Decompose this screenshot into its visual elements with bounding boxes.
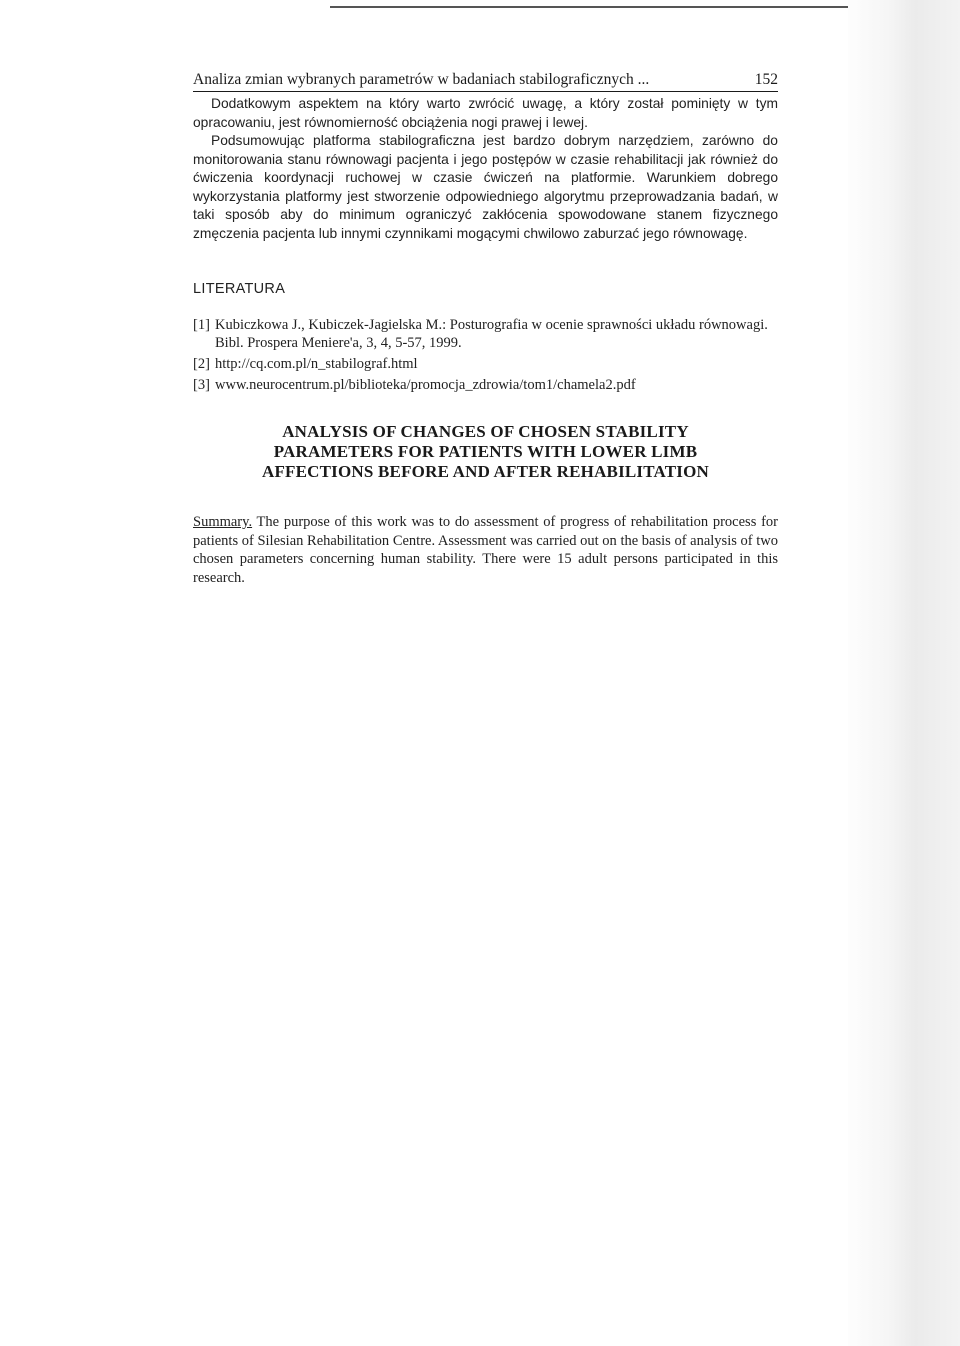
reference-item <box>193 376 778 394</box>
page-number: 152 <box>754 71 778 88</box>
reference-list <box>193 316 778 394</box>
document-page <box>193 70 778 602</box>
literature-heading: LITERATURA <box>193 281 286 297</box>
reference-item <box>193 355 778 373</box>
reference-number: [1] <box>193 317 210 333</box>
scan-top-edge-line <box>330 6 860 8</box>
scan-right-shadow <box>848 0 960 1346</box>
reference-number: [3] <box>193 377 210 393</box>
body-paragraph-1: Dodatkowym aspektem na który warto zwrócić uwagę, a który został pominięty w tym opracowaniu, jest równomierność obciążenia nogi prawej i lewej. <box>193 96 778 130</box>
english-summary <box>193 513 778 587</box>
english-title <box>193 422 778 482</box>
english-title-line-1: ANALYSIS OF CHANGES OF CHOSEN STABILITY <box>282 422 689 441</box>
running-header <box>193 70 778 92</box>
reference-number: [2] <box>193 356 210 372</box>
summary-label: Summary. <box>193 514 253 530</box>
english-title-line-2: PARAMETERS FOR PATIENTS WITH LOWER LIMB <box>273 442 698 461</box>
running-title: Analiza zmian wybranych parametrów w badaniach stabilograficznych ... <box>193 71 650 88</box>
reference-text: Kubiczkowa J., Kubiczek-Jagielska M.: Posturografia w ocenie sprawności układu równowagi. Bibl. Prospera Meniere'a, 3, 4, 5-57, 1999. <box>215 317 768 351</box>
reference-text: www.neurocentrum.pl/biblioteka/promocja_zdrowia/tom1/chamela2.pdf <box>215 377 636 393</box>
body-paragraph-2: Podsumowując platforma stabilograficzna jest bardzo dobrym narzędziem, zarówno do monitorowania stanu równowagi pacjenta i jego postępów w czasie rehabilitacji jak również do ćwiczenia koordynacji ruchowej w czasie ćwiczeń na platformie. Warunkiem dobrego wykorzystania platformy jest stworzenie odpowiedniego algorytmu przeprowadzania badań, w taki sposób aby do minimum ograniczyć zakłócenia spowodowane stanem fizycznego zmęczenia pacjenta lub innymi czynnikami mogącymi chwilowo zaburzać jego równowagę. <box>193 133 778 241</box>
reference-item <box>193 316 778 352</box>
reference-text: http://cq.com.pl/n_stabilograf.html <box>215 356 418 372</box>
summary-text: The purpose of this work was to do assessment of progress of rehabilitation process for patients of Silesian Rehabilitation Centre. Assessment was carried out on the basis of analysis of two chosen parameters concerning human stability. There were 15 adult persons participated in this research. <box>193 514 778 586</box>
english-title-line-3: AFFECTIONS BEFORE AND AFTER REHABILITATION <box>261 462 709 481</box>
